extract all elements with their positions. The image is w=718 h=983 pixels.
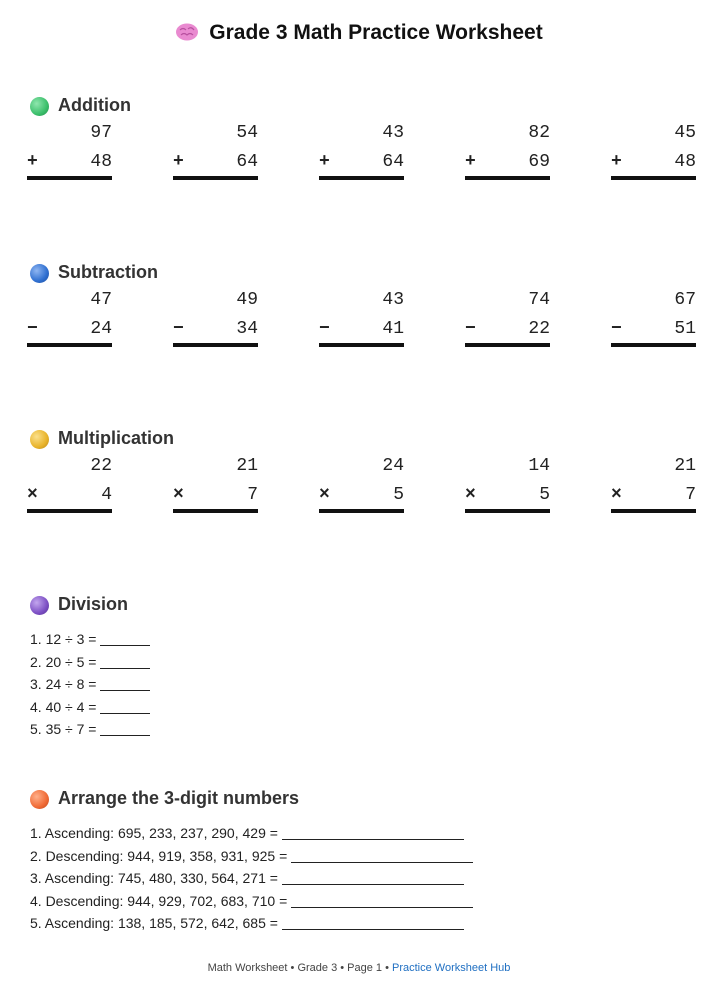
- addition-problem: [319, 122, 404, 186]
- minuend: 49: [236, 290, 258, 310]
- division-list: [30, 628, 700, 741]
- subtraction-problem: [465, 289, 550, 353]
- times-sign: ×: [465, 485, 476, 505]
- arrange-heading: [30, 788, 700, 812]
- factor-bottom: 7: [685, 485, 696, 505]
- minus-sign: −: [27, 319, 38, 339]
- factor-top: 21: [236, 456, 258, 476]
- arrange-problem: 3. Ascending: 745, 480, 330, 564, 271 =: [30, 870, 278, 887]
- answer-blank[interactable]: [100, 632, 150, 646]
- answer-blank[interactable]: [291, 849, 473, 863]
- arrange-problem: 2. Descending: 944, 919, 358, 931, 925 =: [30, 847, 288, 864]
- division-problem: 5. 35 ÷ 7 =: [30, 721, 97, 738]
- arrange-section: [30, 788, 700, 935]
- blue-ball-icon: [30, 264, 49, 283]
- factor-top: 21: [674, 456, 696, 476]
- times-sign: ×: [319, 485, 330, 505]
- addend-top: 82: [528, 123, 550, 143]
- addition-problem: [611, 122, 696, 186]
- division-heading: [30, 594, 700, 618]
- section-title: Arrange the 3-digit numbers: [58, 788, 300, 808]
- subtraction-section: [27, 262, 700, 357]
- answer-line: [611, 509, 696, 513]
- multiplication-problem: [319, 455, 404, 519]
- list-item: [30, 890, 700, 913]
- arrange-list: [30, 822, 700, 935]
- page-title-text: Grade 3 Math Practice Worksheet: [209, 21, 543, 44]
- subtraction-problem: [27, 289, 112, 353]
- list-item: [30, 845, 700, 868]
- addition-problem: [465, 122, 550, 186]
- arrange-problem: 5. Ascending: 138, 185, 572, 642, 685 =: [30, 915, 278, 932]
- addition-problem: [27, 122, 112, 186]
- factor-bottom: 5: [393, 485, 404, 505]
- plus-sign: +: [465, 152, 476, 172]
- addend-bottom: 48: [90, 152, 112, 172]
- section-title: Addition: [58, 95, 131, 115]
- section-title: Multiplication: [58, 428, 174, 448]
- factor-bottom: 7: [247, 485, 258, 505]
- page-title: [0, 21, 718, 45]
- list-item: [30, 651, 700, 674]
- answer-blank[interactable]: [100, 655, 150, 669]
- answer-line: [27, 509, 112, 513]
- yellow-ball-icon: [30, 430, 49, 449]
- footer-link[interactable]: Practice Worksheet Hub: [391, 962, 511, 974]
- division-problem: 3. 24 ÷ 8 =: [30, 676, 97, 693]
- subtrahend: 22: [528, 319, 550, 339]
- answer-line: [465, 343, 550, 347]
- minuend: 47: [90, 290, 112, 310]
- multiplication-problem: [173, 455, 258, 519]
- addend-top: 54: [236, 123, 258, 143]
- addition-problem: [173, 122, 258, 186]
- division-section: [30, 594, 700, 741]
- times-sign: ×: [27, 485, 38, 505]
- answer-blank[interactable]: [100, 722, 150, 736]
- list-item: [30, 867, 700, 890]
- footer-text: Math Worksheet • Grade 3 • Page 1 •: [207, 962, 389, 974]
- plus-sign: +: [319, 152, 330, 172]
- answer-line: [173, 509, 258, 513]
- addition-heading: [30, 95, 700, 119]
- answer-line: [27, 343, 112, 347]
- minus-sign: −: [173, 319, 184, 339]
- subtrahend: 51: [674, 319, 696, 339]
- plus-sign: +: [611, 152, 622, 172]
- answer-line: [319, 176, 404, 180]
- minuend: 74: [528, 290, 550, 310]
- list-item: [30, 912, 700, 935]
- list-item: [30, 628, 700, 651]
- section-title: Subtraction: [58, 262, 159, 282]
- answer-blank[interactable]: [282, 916, 464, 930]
- factor-top: 24: [382, 456, 404, 476]
- brain-icon: [175, 22, 199, 42]
- purple-ball-icon: [30, 596, 49, 615]
- answer-blank[interactable]: [100, 677, 150, 691]
- multiplication-problem: [27, 455, 112, 519]
- answer-line: [465, 176, 550, 180]
- minuend: 43: [382, 290, 404, 310]
- times-sign: ×: [173, 485, 184, 505]
- factor-top: 22: [90, 456, 112, 476]
- answer-blank[interactable]: [291, 894, 473, 908]
- answer-line: [173, 343, 258, 347]
- addition-section: [27, 95, 700, 190]
- list-item: [30, 822, 700, 845]
- factor-bottom: 4: [101, 485, 112, 505]
- addend-top: 43: [382, 123, 404, 143]
- minuend: 67: [674, 290, 696, 310]
- answer-line: [611, 343, 696, 347]
- answer-blank[interactable]: [282, 871, 464, 885]
- plus-sign: +: [173, 152, 184, 172]
- arrange-problem: 4. Descending: 944, 929, 702, 683, 710 =: [30, 892, 288, 909]
- multiplication-problem: [611, 455, 696, 519]
- answer-line: [173, 176, 258, 180]
- addend-bottom: 64: [236, 152, 258, 172]
- page-footer: [0, 962, 718, 974]
- multiplication-problems: [27, 455, 700, 523]
- subtrahend: 24: [90, 319, 112, 339]
- answer-line: [319, 343, 404, 347]
- section-title: Division: [58, 594, 129, 614]
- subtraction-problem: [319, 289, 404, 353]
- answer-blank[interactable]: [282, 826, 464, 840]
- orange-ball-icon: [30, 790, 49, 809]
- division-problem: 1. 12 ÷ 3 =: [30, 631, 97, 647]
- division-problem: 2. 20 ÷ 5 =: [30, 653, 97, 670]
- addend-bottom: 64: [382, 152, 404, 172]
- factor-bottom: 5: [539, 485, 550, 505]
- answer-line: [319, 509, 404, 513]
- list-item: [30, 673, 700, 696]
- subtraction-problems: [27, 289, 700, 357]
- minus-sign: −: [465, 319, 476, 339]
- factor-top: 14: [528, 456, 550, 476]
- list-item: [30, 696, 700, 719]
- answer-blank[interactable]: [100, 700, 150, 714]
- subtrahend: 41: [382, 319, 404, 339]
- addend-top: 45: [674, 123, 696, 143]
- times-sign: ×: [611, 485, 622, 505]
- addition-problems: [27, 122, 700, 190]
- minus-sign: −: [611, 319, 622, 339]
- addend-top: 97: [90, 123, 112, 143]
- subtraction-heading: [30, 262, 700, 286]
- addend-bottom: 48: [674, 152, 696, 172]
- division-problem: 4. 40 ÷ 4 =: [30, 698, 97, 715]
- green-ball-icon: [30, 97, 49, 116]
- multiplication-problem: [465, 455, 550, 519]
- arrange-problem: 1. Ascending: 695, 233, 237, 290, 429 =: [30, 825, 278, 841]
- answer-line: [465, 509, 550, 513]
- list-item: [30, 718, 700, 741]
- multiplication-heading: [30, 428, 700, 452]
- multiplication-section: [27, 428, 700, 523]
- addend-bottom: 69: [528, 152, 550, 172]
- subtraction-problem: [173, 289, 258, 353]
- minus-sign: −: [319, 319, 330, 339]
- subtraction-problem: [611, 289, 696, 353]
- answer-line: [27, 176, 112, 180]
- plus-sign: +: [27, 152, 38, 172]
- subtrahend: 34: [236, 319, 258, 339]
- answer-line: [611, 176, 696, 180]
